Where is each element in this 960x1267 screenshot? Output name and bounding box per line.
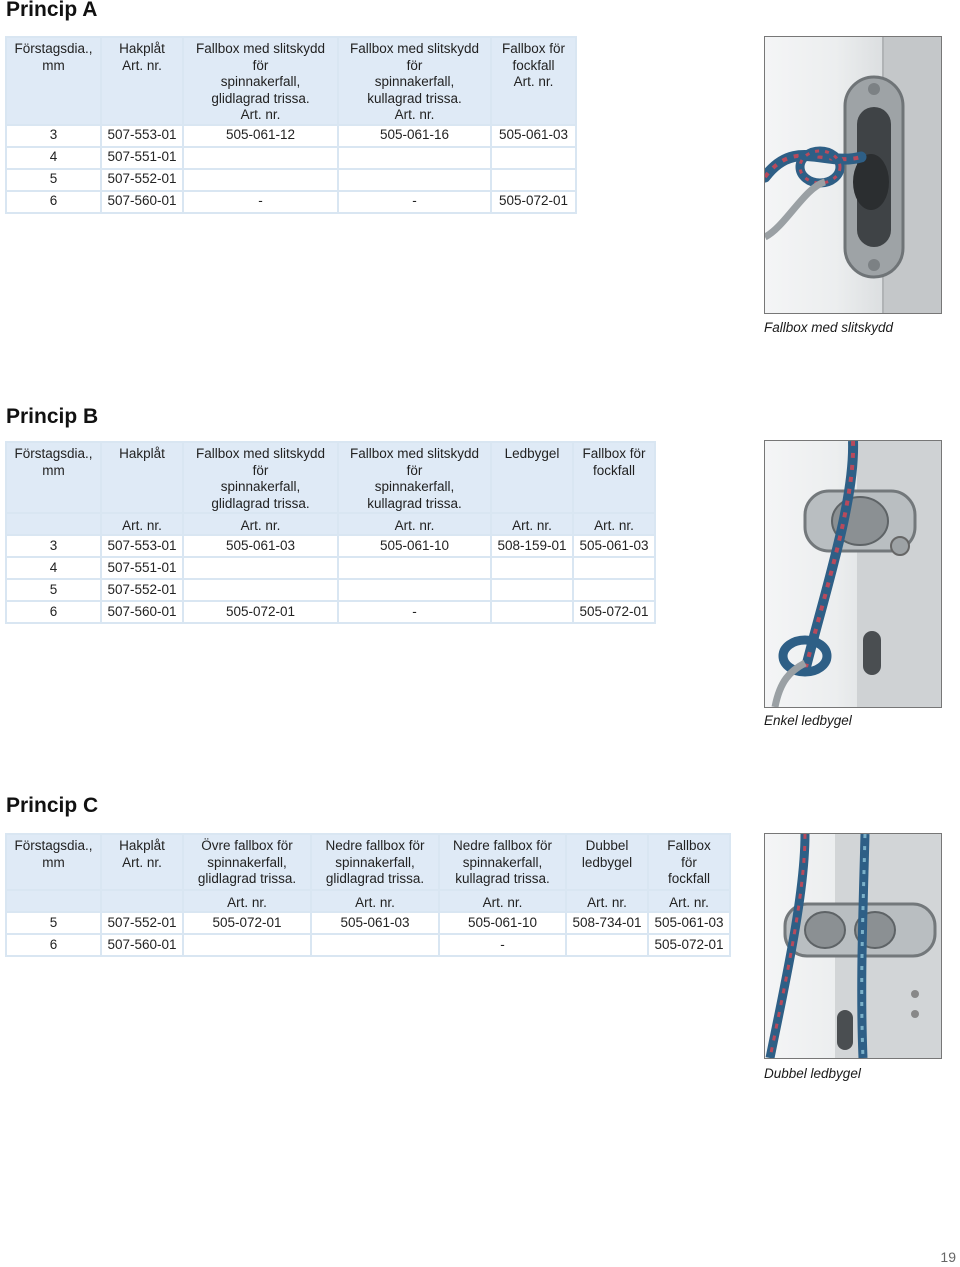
table-cell: 507-551-01 xyxy=(101,557,183,579)
artnr-cell xyxy=(6,890,101,912)
table-cell: - xyxy=(338,601,491,623)
artnr-cell: Art. nr. xyxy=(311,890,439,912)
table-row xyxy=(6,601,655,623)
header-forstagsdia: Förstagsdia., mm xyxy=(6,834,101,890)
table-artnr-row xyxy=(6,890,730,912)
table-cell: 505-072-01 xyxy=(183,601,338,623)
table-cell: 6 xyxy=(6,934,101,956)
table-header-row xyxy=(6,834,730,890)
header-fallbox-glid: Fallbox med slitskydd för spinnakerfall, glidlagrad trissa. Art. nr. xyxy=(183,37,338,125)
table-row xyxy=(6,191,576,213)
table-cell: 6 xyxy=(6,191,101,213)
table-cell: 505-061-12 xyxy=(183,125,338,147)
artnr-cell: Art. nr. xyxy=(566,890,648,912)
table-cell xyxy=(491,579,573,601)
artnr-cell: Art. nr. xyxy=(491,513,573,535)
header-hakplat: Hakplåt xyxy=(101,442,183,513)
table-cell: 505-072-01 xyxy=(573,601,655,623)
table-cell: 3 xyxy=(6,535,101,557)
table-row xyxy=(6,934,730,956)
artnr-cell: Art. nr. xyxy=(573,513,655,535)
table-princip-b xyxy=(5,441,656,624)
table-row xyxy=(6,579,655,601)
table-artnr-row xyxy=(6,513,655,535)
table-row xyxy=(6,912,730,934)
table-row xyxy=(6,147,576,169)
table-cell: 5 xyxy=(6,169,101,191)
table-cell: 507-553-01 xyxy=(101,125,183,147)
table-cell: 507-560-01 xyxy=(101,191,183,213)
table-cell xyxy=(338,147,491,169)
artnr-cell: Art. nr. xyxy=(183,513,338,535)
table-cell xyxy=(338,557,491,579)
table-row xyxy=(6,125,576,147)
section-title-b: Princip B xyxy=(6,405,99,428)
header-fallbox-fock: Fallbox för fockfall Art. nr. xyxy=(491,37,576,125)
table-cell xyxy=(183,147,338,169)
photo-enkel-ledbygel xyxy=(764,440,942,708)
table-cell: 6 xyxy=(6,601,101,623)
artnr-cell: Art. nr. xyxy=(439,890,566,912)
artnr-cell xyxy=(6,513,101,535)
table-row xyxy=(6,535,655,557)
table-cell: 505-072-01 xyxy=(183,912,311,934)
table-cell: 507-551-01 xyxy=(101,147,183,169)
header-fallbox-kul: Fallbox med slitskydd för spinnakerfall, kullagrad trissa. xyxy=(338,442,491,513)
artnr-cell: Art. nr. xyxy=(338,513,491,535)
table-cell xyxy=(183,934,311,956)
header-forstagsdia: Förstagsdia., mm xyxy=(6,37,101,125)
table-princip-a xyxy=(5,36,577,214)
table-cell: 5 xyxy=(6,579,101,601)
table-cell: - xyxy=(439,934,566,956)
table-cell: 4 xyxy=(6,557,101,579)
caption-c: Dubbel ledbygel xyxy=(764,1066,861,1081)
header-ovre-fallbox: Övre fallbox för spinnakerfall, glidlagrad trissa. xyxy=(183,834,311,890)
table-cell: 507-552-01 xyxy=(101,912,183,934)
table-row xyxy=(6,557,655,579)
header-nedre-fallbox-glid: Nedre fallbox för spinnakerfall, glidlagrad trissa. xyxy=(311,834,439,890)
table-cell xyxy=(183,579,338,601)
header-hakplat: Hakplåt Art. nr. xyxy=(101,37,183,125)
table-cell: 505-061-16 xyxy=(338,125,491,147)
table-cell: - xyxy=(338,191,491,213)
table-row xyxy=(6,169,576,191)
table-cell: 507-553-01 xyxy=(101,535,183,557)
table-cell xyxy=(566,934,648,956)
header-fallbox-fock: Fallbox för fockfall xyxy=(573,442,655,513)
table-cell xyxy=(573,557,655,579)
header-ledbygel: Ledbygel xyxy=(491,442,573,513)
table-cell: 505-061-10 xyxy=(439,912,566,934)
section-title-a: Princip A xyxy=(6,0,98,21)
table-cell: 505-072-01 xyxy=(648,934,730,956)
fallbox-illustration xyxy=(765,37,941,313)
table-cell xyxy=(491,169,576,191)
table-cell: 505-061-03 xyxy=(311,912,439,934)
caption-a: Fallbox med slitskydd xyxy=(764,320,894,335)
table-header-row xyxy=(6,37,576,125)
header-fallbox-fock: Fallbox för fockfall xyxy=(648,834,730,890)
table-cell: 507-560-01 xyxy=(101,601,183,623)
enkel-ledbygel-illustration xyxy=(765,441,941,707)
table-cell: 507-560-01 xyxy=(101,934,183,956)
caption-b: Enkel ledbygel xyxy=(764,713,852,728)
table-cell: 505-061-03 xyxy=(491,125,576,147)
table-cell xyxy=(311,934,439,956)
table-cell: 5 xyxy=(6,912,101,934)
header-forstagsdia: Förstagsdia., mm xyxy=(6,442,101,513)
table-cell: 508-159-01 xyxy=(491,535,573,557)
table-cell xyxy=(338,579,491,601)
table-princip-c xyxy=(5,833,731,957)
header-fallbox-kul: Fallbox med slitskydd för spinnakerfall, kullagrad trissa. Art. nr. xyxy=(338,37,491,125)
table-cell xyxy=(573,579,655,601)
table-cell: 507-552-01 xyxy=(101,579,183,601)
artnr-cell xyxy=(101,890,183,912)
page-number: 19 xyxy=(940,1249,956,1265)
header-fallbox-glid: Fallbox med slitskydd för spinnakerfall, glidlagrad trissa. xyxy=(183,442,338,513)
table-cell: 505-061-03 xyxy=(648,912,730,934)
table-header-row xyxy=(6,442,655,513)
table-cell: 505-061-03 xyxy=(573,535,655,557)
table-cell: 508-734-01 xyxy=(566,912,648,934)
table-cell xyxy=(491,147,576,169)
table-cell: 505-072-01 xyxy=(491,191,576,213)
table-cell: 3 xyxy=(6,125,101,147)
header-nedre-fallbox-kul: Nedre fallbox för spinnakerfall, kullagrad trissa. xyxy=(439,834,566,890)
artnr-cell: Art. nr. xyxy=(101,513,183,535)
table-cell: 505-061-03 xyxy=(183,535,338,557)
photo-dubbel-ledbygel xyxy=(764,833,942,1059)
table-cell xyxy=(183,557,338,579)
header-hakplat: Hakplåt Art. nr. xyxy=(101,834,183,890)
table-cell: - xyxy=(183,191,338,213)
table-cell xyxy=(491,557,573,579)
photo-fallbox-slitskydd xyxy=(764,36,942,314)
table-cell: 507-552-01 xyxy=(101,169,183,191)
header-dubbel-ledbygel: Dubbel ledbygel xyxy=(566,834,648,890)
table-cell: 4 xyxy=(6,147,101,169)
artnr-cell: Art. nr. xyxy=(183,890,311,912)
artnr-cell: Art. nr. xyxy=(648,890,730,912)
dubbel-ledbygel-illustration xyxy=(765,834,941,1058)
table-cell xyxy=(338,169,491,191)
section-title-c: Princip C xyxy=(6,794,99,817)
table-cell: 505-061-10 xyxy=(338,535,491,557)
table-cell xyxy=(491,601,573,623)
table-cell xyxy=(183,169,338,191)
